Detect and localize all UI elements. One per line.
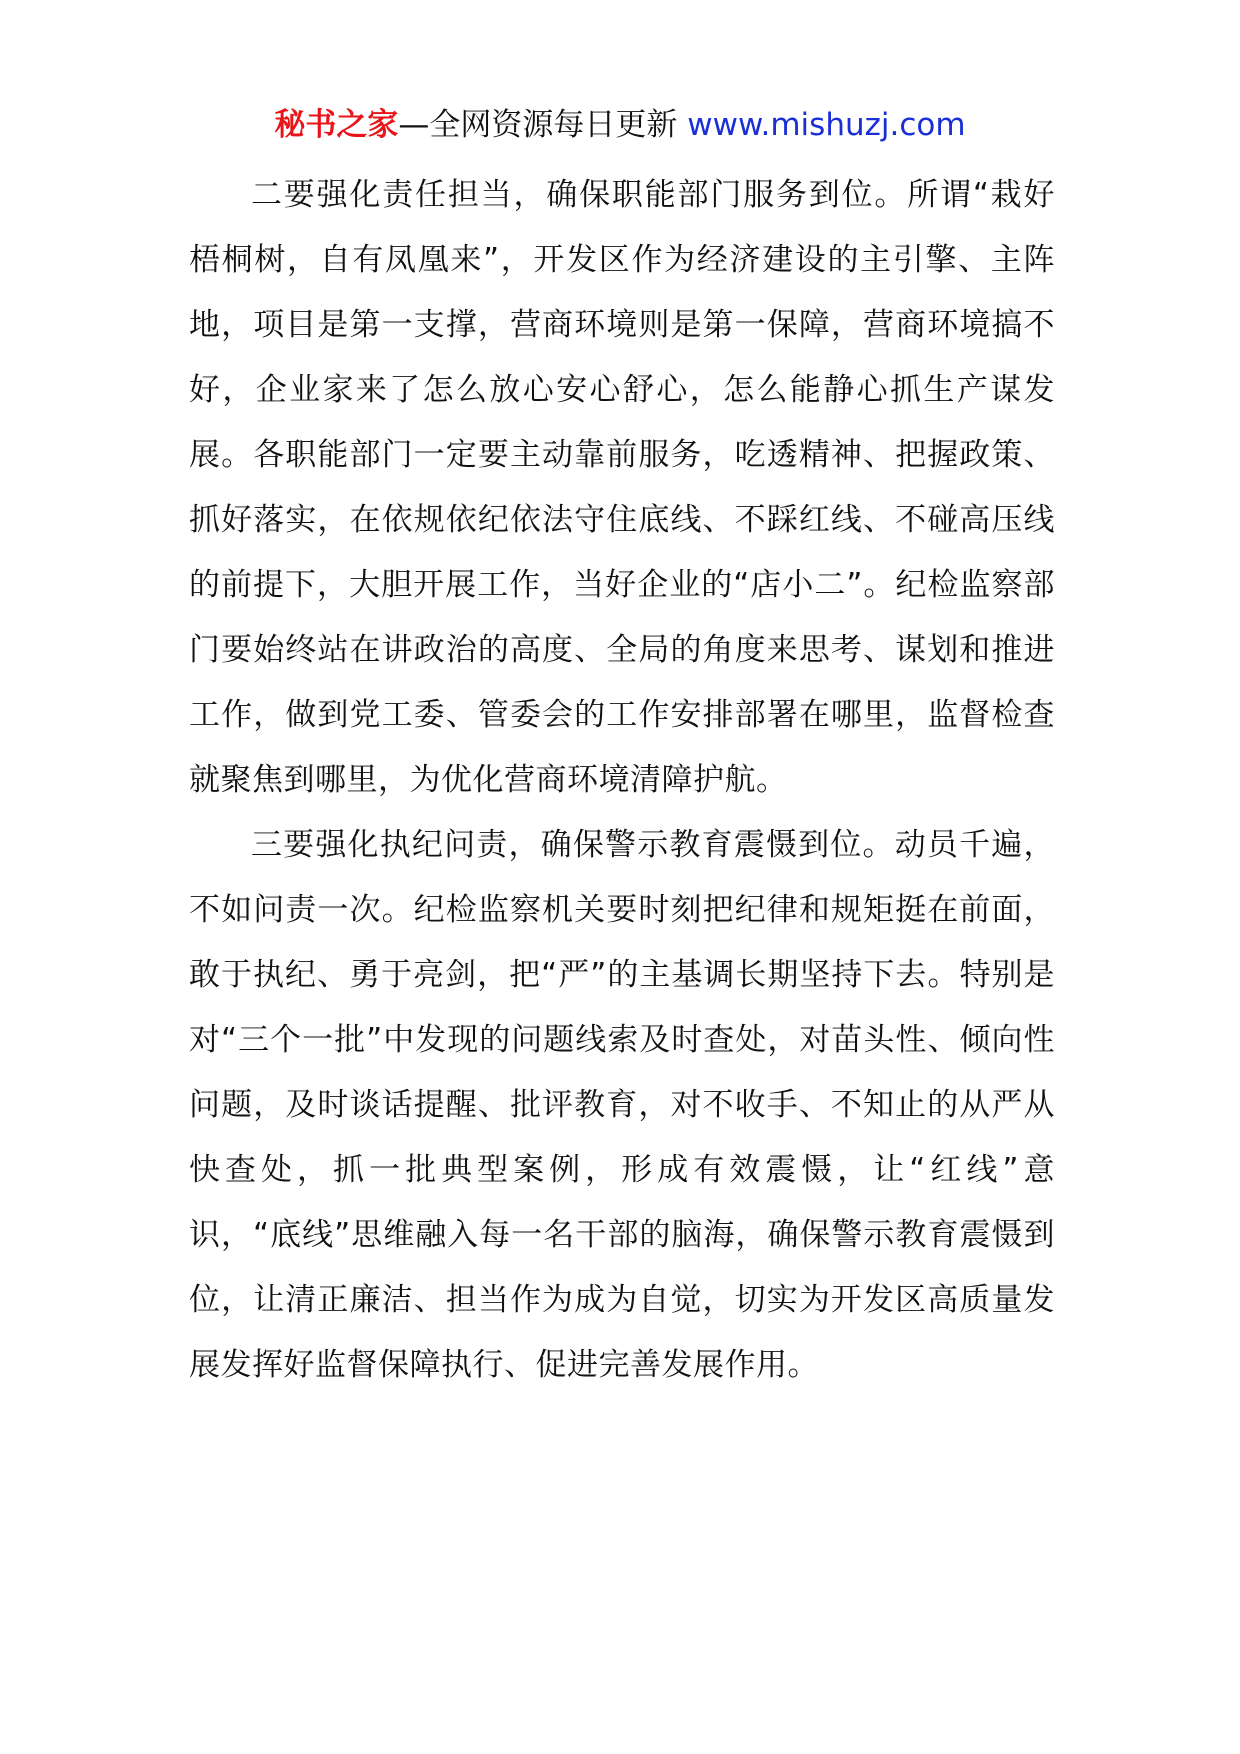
- page-header: [0, 100, 1240, 150]
- paragraph: 三要强化执纪问责，确保警示教育震慑到位。动员千遍，不如问责一次。纪检监察机关要时刻把纪律和规矩挺在前面，敢于执纪、勇于亮剑，把“严”的主基调长期坚持下去。特别是对“三个一批”中发现的问题线索及时查处，对苗头性、倾向性问题，及时谈话提醒、批评教育，对不收手、不知止的从严从快查处，抓一批典型案例，形成有效震慑，让“红线”意识，“底线”思维融入每一名干部的脑海，确保警示教育震慑到位，让清正廉洁、担当作为成为自觉，切实为开发区高质量发展发挥好监督保障执行、促进完善发展作用。: [189, 827, 1055, 1383]
- website-link[interactable]: www.mishuzj.com: [687, 107, 966, 143]
- brand-name: 秘书之家: [274, 107, 399, 143]
- paragraph: 二要强化责任担当，确保职能部门服务到位。所谓“栽好梧桐树，自有凤凰来”，开发区作为经济建设的主引擎、主阵地，项目是第一支撑，营商环境则是第一保障，营商环境搞不好，企业家来了怎么放心安心舒心，怎么能静心抓生产谋发展。各职能部门一定要主动靠前服务，吃透精神、把握政策、抓好落实，在依规依纪依法守住底线、不踩红线、不碰高压线的前提下，大胆开展工作，当好企业的“店小二”。纪检监察部门要始终站在讲政治的高度、全局的角度来思考、谋划和推进工作，做到党工委、管委会的工作安排部署在哪里，监督检查就聚焦到哪里，为优化营商环境清障护航。: [189, 177, 1055, 798]
- document-body: [189, 163, 1055, 1398]
- header-slogan: —全网资源每日更新: [398, 107, 688, 143]
